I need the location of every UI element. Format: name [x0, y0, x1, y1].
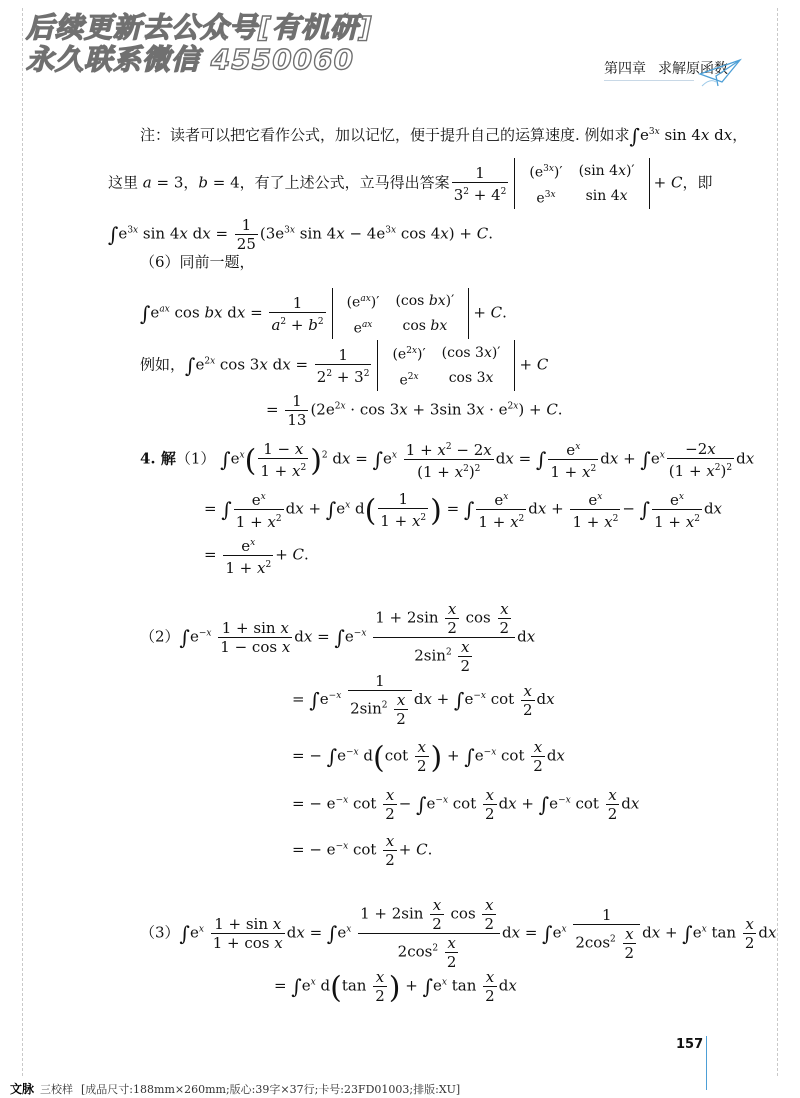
chapter-title: 求解原函数 [658, 61, 728, 77]
fraction: $\frac{1}{3^2 + 4^2}$ [453, 163, 507, 204]
determinant: $(e^{3x})'$ (sin 4x)′ $e^{3x}$ sin 4x [514, 158, 649, 209]
item-6-heading: （6）同前一题， [140, 253, 255, 271]
part-1-label: （1） [175, 449, 216, 468]
header-rule [604, 80, 694, 81]
example-result: = $\frac{1}{13}$ ($2e^{2x} \cdot \cos 3x + 3\sin$ $3x \cdot e^{2x}) + C$. [266, 392, 563, 429]
note-result-line: $\int e^{3x}$ sin 4x dx = $\frac{1}{25}$ ($3e^{3x}$ $\sin 4x - 4e^{3x}$ cos 4x) + C. [108, 216, 493, 253]
chapter-number: 第四章 [604, 61, 646, 77]
page-number-bar [706, 1036, 707, 1090]
part-2-line-5: = − $e^{-x}$ cot $\frac{x}{2}$ + C. [292, 832, 433, 869]
item-6-formula: $\int e^{ax}$ cos bx dx = $\frac{1}{a^2 + b^2}$ $(e^{ax})'$ (cos bx)′ $e^{ax}$ cos bx + C. [140, 288, 507, 339]
note-text: 注：读者可以把它看作公式，加以记忆，便于提升自己的运算速度. 例如求 [140, 126, 630, 144]
solution-4-line-2: = ∫ $\frac{e^x}{1 + x^2}$ dx + $\int e^x$ d( $\frac{1}{1 + x^2}$ ) = ∫ $\frac{e^x}{1 + x^2}$ dx + $\frac{e^x}{1 + x^2}$ − ∫ $\frac{e^x}{1 + x^2}$ dx [204, 489, 723, 531]
note-line-2: 这里 a = 3，b = 4，有了上述公式，立马得出答案 $\frac{1}{3^2 + 4^2}$ $(e^{3x})'$ (sin 4x)′ $e^{3x}$ sin 4x + C，即 [108, 158, 712, 209]
part-2-label: （2） [140, 627, 180, 646]
footer-brand: 文脉 [10, 1082, 35, 1096]
solution-4-line-1: 4. 解（1） $\int e^x$( $\frac{1 - x}{1 + x^2}$ )$^2$ dx = $\int e^x$ $\frac{1 + x^2 - 2x}{(1 + x^2)^2}$ dx = ∫ $\frac{e^x}{1 + x^2}$ dx + $\int e^x$ $\frac{-2x}{(1 + x^2)^2}$ dx [140, 439, 755, 481]
part-3-line-2: = $\int e^x$ d(tan $\frac{x}{2}$ ) + $\int e^x$ tan $\frac{x}{2}$ dx [274, 968, 517, 1006]
paper-plane-icon [698, 56, 742, 90]
part-2-line-4: = − $e^{-x}$ cot $\frac{x}{2}$ − $\int e^{-x}$ cot $\frac{x}{2}$ dx + $\int e^{-x}$ cot $\frac{x}{2}$ dx [292, 786, 640, 823]
part-2-line-1: $(2)\int e^{-x}$ $\frac{\text{1 + sin x}}{\text{1 − cos x}}$ dx = $\int e^{-x}$ 1 + 2sin $\frac{x}{2}$ cos $\frac{x}{2}$ $2\sin^2$ $\frac{x}{2}$ dx [140, 600, 536, 675]
part-2-line-2: = $\int e^{-x}$ 1 $2\sin^2$ $\frac{x}{2}$ dx + $\int e^{-x}$ cot $\frac{x}{2}$ dx [292, 672, 555, 728]
footer-specs: [成品尺寸:188mm×260mm;版心:39字×37行;卡号:23FD01003;排版:XU] [81, 1083, 461, 1096]
page-number: 157 [676, 1037, 704, 1052]
footer-label: 三校样 [40, 1083, 74, 1096]
watermark-line-1: 后续更新去公众号[有机研] [26, 11, 373, 44]
part-3-label: （3） [140, 923, 180, 942]
note-text-d: ，即 [682, 173, 713, 192]
note-text-b: 这里 [108, 173, 139, 192]
footer [10, 1080, 460, 1097]
example-formula: 例如，$\int e^{2x}$ cos 3x dx = $\frac{1}{2^2 + 3^2}$ $(e^{2x})'$ (cos 3x)′ $e^{2x}$ cos 3x + C [140, 340, 548, 391]
solution-4-label: 4. 解 [140, 449, 176, 468]
solution-4-line-3: = $\frac{e^x}{1 + x^2}$ + C. [204, 534, 309, 577]
example-label: 例如， [140, 355, 186, 374]
note-text-c: ，有了上述公式，立马得出答案 [239, 173, 450, 192]
watermark-line-2: 永久联系微信 4550060 [26, 43, 355, 76]
part-2-line-3: = − $\int e^{-x}$ d(cot $\frac{x}{2}$ ) + $\int e^{-x}$ cot $\frac{x}{2}$ dx [292, 738, 565, 776]
part-3-line-1: $(3)\int e^x$ $\frac{\text{1 + sin x}}{\text{1 + cos x}}$ dx = $\int e^x$ 1 + 2sin $\frac{x}{2}$ cos $\frac{x}{2}$ $2\cos^2$ $\frac{x}{2}$ dx = $\int e^x$ 1 $2\cos^2$ $\frac{x}{2}$ dx + $\int e^x$ tan $\frac{x}{2}$ dx [140, 896, 777, 971]
note-line-1: 注：读者可以把它看作公式，加以记忆，便于提升自己的运算速度. 例如求$\int e^{3x}$ sin 4x dx， [140, 124, 748, 148]
